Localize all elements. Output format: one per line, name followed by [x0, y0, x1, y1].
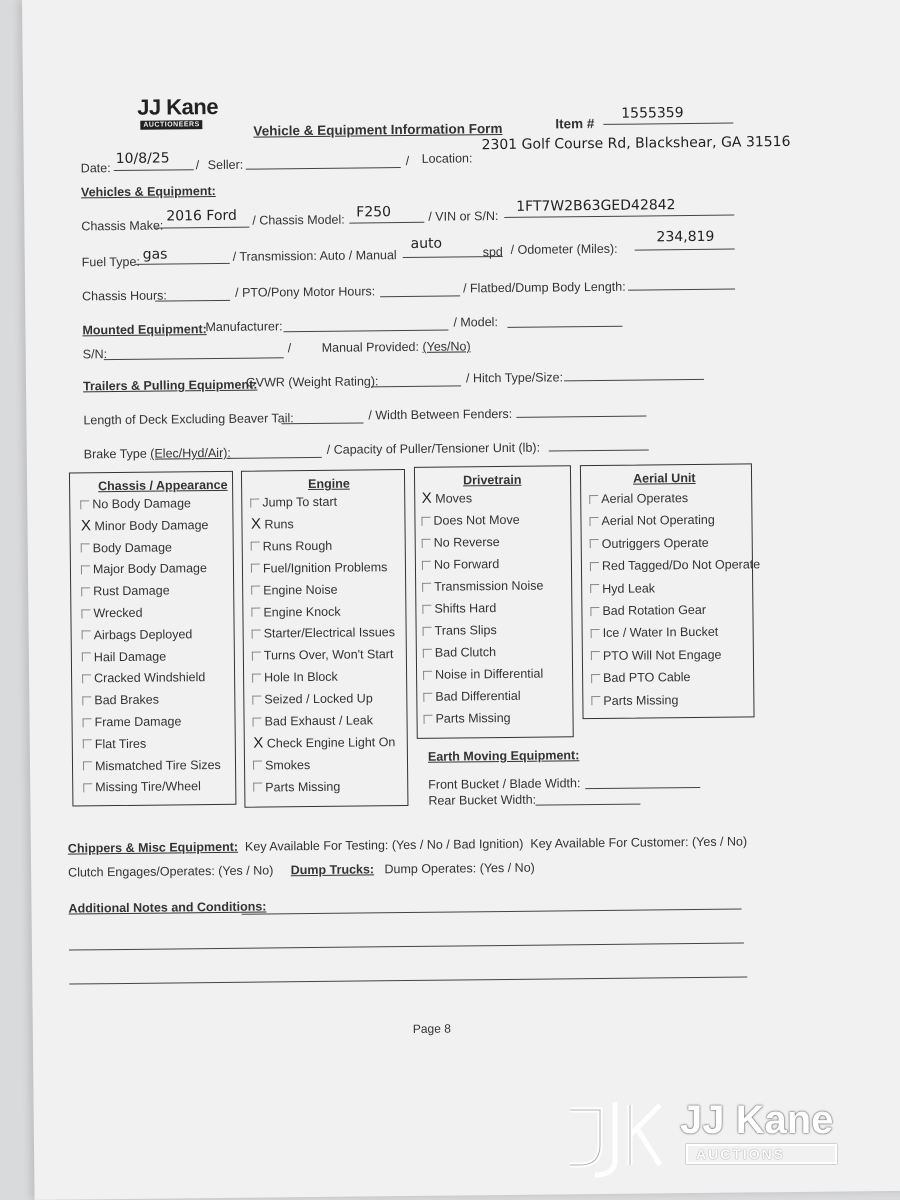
drivetrain-item[interactable] [423, 667, 543, 682]
chassis-item[interactable] [82, 627, 193, 642]
chassis-item[interactable] [80, 496, 191, 511]
engine-box-title: Engine [308, 476, 350, 492]
item-line [603, 123, 733, 125]
checkbox-icon[interactable] [82, 674, 91, 683]
aerial-item[interactable] [591, 693, 678, 708]
company-logo-name: JJ Kane [136, 93, 219, 120]
checkbox-icon[interactable] [251, 586, 260, 595]
transmission-suffix: spd [482, 244, 503, 260]
manual-provided-label: Manual Provided: [321, 339, 420, 355]
checkbox-icon[interactable] [81, 587, 90, 596]
item-label: No Body Damage [92, 496, 192, 512]
engine-item[interactable] [251, 539, 333, 554]
company-logo-tag: AUCTIONEERS [140, 120, 203, 130]
engine-item[interactable] [253, 758, 310, 773]
item-label: Item # [555, 116, 595, 132]
item-label: Red Tagged/Do Not Operate [601, 557, 761, 574]
checkbox-icon[interactable] [83, 718, 92, 727]
watermark-name: JJ Kane [680, 1098, 834, 1142]
date-label: Date: [80, 161, 111, 176]
checkbox-icon[interactable] [252, 651, 261, 660]
front-bucket-label: Front Bucket / Blade Width: [428, 776, 581, 792]
form-page: JJ Kane AUCTIONEERS Vehicle & Equipment Information Form Item # 1555359 Date: 10/8/25 / Seller: / Location: 2301 Golf Course Rd, Blackshear, GA 31516 Vehicles & Equipment: Chassis Make: 2016 Ford / Chassis Model: F250 / VIN or S/N: 1FT7W2B63GED42842 Fuel Type: gas / Transmission: Auto / Manual auto spd / Odometer (Miles): 234,819 Chassis Hours: / PTO/Pony Motor Hours: / Flatbed/Dump Body Length: Mounted Equipment: Manufacturer: / Model: S/N: / Manual Provided: (Yes/No) Trailers & Pulling Equipment: GVWR (Weight Rating): / Hitch Type/Size: Length of Deck Excluding Beaver Tail: / Width Between Fenders: Brake Type (Elec/Hyd/Air): / Capacity of Puller/Tensioner Unit (lb): Chassis / Appearance No Body Damage X Minor Body Damage Body Damage Major Body Damage Rust Damage Wrecked Airbags Deployed Hail Damage Cracked Windshield Bad Brakes Frame Damage Flat Tires Mismatched Tire Sizes Missing Tire/Wheel Engine Jump To start X Runs Runs Rough Fuel/Ignition Problems Engine Noise Engine Knock Starter/Electrical Issues Turns Over, Won't Start Hole In Block Seized / Locked Up Bad Exhaust / Leak X Check Engine Light On Smokes Parts Missing Drivetrain X Moves Does Not Move No Reverse No Forward Transmission Noise Shifts Hard Trans Slips Bad Clutch Noise in Differential Bad Differential Parts Missing Aerial Unit Aerial Operates Aerial Not Operating Outriggers Operate Red Tagged/Do Not Operate Hyd Leak Bad Rotation Gear Ice / Water In Bucket PTO Will Not Engage Bad PTO Cable Parts Missing Earth Moving Equipment: Front Bucket / Blade Width: Rear Bucket Width: Chippers & Misc Equipment: Key Available For Testing: (Yes / No / Bad Ignition) Key Available For Customer: (Yes / No) Clutch Engages/Operates: (Yes / No) Dump Trucks: Dump Operates: (Yes / No) Additional Notes and Conditions: Page 8 [22, 0, 900, 1200]
item-label: No Reverse [433, 535, 500, 550]
checkbox-icon[interactable] [82, 631, 91, 640]
item-label: Engine Noise [263, 582, 338, 598]
item-label: Hyd Leak [602, 580, 656, 596]
fender-width-label: Width Between Fenders: [375, 406, 513, 423]
chassis-appearance-box [69, 471, 236, 807]
checkbox-icon[interactable] [252, 629, 261, 638]
item-label: Runs Rough [262, 538, 333, 554]
item-label: Parts Missing [603, 692, 679, 708]
checkbox-icon[interactable] [421, 516, 430, 525]
item-label: Bad PTO Cable [603, 670, 691, 686]
checkbox-icon[interactable] [82, 652, 91, 661]
drivetrain-item[interactable] [421, 513, 519, 528]
drivetrain-item[interactable] [423, 645, 496, 660]
item-label: Smokes [264, 757, 311, 773]
item-label: Minor Body Damage [94, 517, 209, 534]
item-label: Hail Damage [93, 649, 167, 664]
checked-checkbox-icon[interactable]: X [250, 515, 262, 533]
item-label: Major Body Damage [92, 561, 207, 577]
checkbox-icon[interactable] [422, 560, 431, 569]
aerial-item[interactable] [591, 625, 719, 640]
page-number: Page 8 [412, 1021, 451, 1036]
trailers-heading: Trailers & Pulling Equipment: [82, 377, 258, 394]
flatbed-length-label: Flatbed/Dump Body Length: [469, 279, 626, 296]
pto-hours-label: PTO/Pony Motor Hours: [241, 284, 376, 300]
checkbox-icon[interactable] [423, 626, 432, 635]
date-value[interactable]: 10/8/25 [115, 150, 170, 168]
item-label: Jump To start [262, 494, 338, 510]
chassis-hours-label: Chassis Hours: [82, 288, 167, 304]
chassis-box-title: Chassis / Appearance [98, 477, 228, 494]
checkbox-icon[interactable] [83, 761, 92, 770]
engine-item[interactable] [253, 735, 396, 750]
item-label: Cracked Windshield [94, 670, 206, 686]
date-line [114, 169, 194, 171]
item-label: Airbags Deployed [93, 627, 193, 643]
chassis-item[interactable] [81, 606, 142, 621]
checkbox-icon[interactable] [422, 538, 431, 547]
item-label: No Forward [433, 557, 500, 572]
checkbox-icon[interactable] [590, 584, 599, 593]
sn-label: S/N: [82, 347, 108, 362]
aerial-unit-box [580, 463, 761, 719]
drivetrain-item[interactable] [423, 689, 520, 704]
item-label: Aerial Operates [601, 491, 689, 506]
chassis-item[interactable] [80, 518, 208, 533]
engine-item[interactable] [250, 517, 293, 531]
engine-item[interactable] [252, 713, 373, 728]
drivetrain-item[interactable] [422, 557, 499, 572]
aerial-item[interactable] [590, 603, 706, 618]
chassis-make-label: Chassis Make: [81, 218, 164, 234]
item-label: Flat Tires [94, 736, 147, 752]
dump-operates-label[interactable]: Dump Operates: (Yes / No) [384, 860, 535, 877]
item-label: Engine Knock [263, 604, 341, 620]
checkbox-icon[interactable] [422, 604, 431, 613]
manufacturer-label: Manufacturer: [205, 319, 283, 335]
seller-label: Seller: [207, 157, 244, 173]
checkbox-icon[interactable] [82, 696, 91, 705]
engine-box [241, 469, 409, 808]
chassis-item[interactable] [83, 737, 147, 752]
item-label: Bad Brakes [94, 692, 160, 708]
chassis-item[interactable] [83, 758, 221, 773]
item-label: Hole In Block [264, 669, 338, 685]
aerial-item[interactable] [589, 491, 688, 506]
chassis-item[interactable] [81, 561, 207, 576]
odometer-value[interactable]: 234,819 [656, 228, 715, 246]
rear-bucket-label: Rear Bucket Width: [428, 792, 537, 808]
drivetrain-item[interactable] [422, 601, 496, 616]
checkbox-icon[interactable] [591, 696, 600, 705]
checked-checkbox-icon[interactable]: X [80, 517, 92, 535]
gvwr-label: GVWR (Weight Rating): [245, 374, 379, 390]
checked-checkbox-icon[interactable]: X [421, 489, 432, 507]
checkbox-icon[interactable] [251, 542, 260, 551]
puller-capacity-label: Capacity of Puller/Tensioner Unit (lb): [333, 440, 541, 457]
checkbox-icon[interactable] [591, 674, 600, 683]
checkbox-icon[interactable] [252, 695, 261, 704]
engine-item[interactable] [253, 779, 340, 794]
item-label: Body Damage [92, 540, 173, 555]
item-label: Fuel/Ignition Problems [262, 559, 388, 576]
item-label: PTO Will Not Engage [602, 647, 722, 663]
fuel-type-label: Fuel Type: [81, 254, 140, 270]
aerial-item[interactable] [590, 557, 760, 573]
chassis-item[interactable] [82, 649, 166, 664]
manual-provided-options[interactable]: (Yes/No) [422, 339, 471, 354]
key-testing-label[interactable]: Key Available For Testing: (Yes / No / Bad Ignition) [244, 836, 524, 854]
transmission-label: Transmission: Auto / Manual [239, 248, 397, 264]
item-label: Seized / Locked Up [264, 691, 373, 707]
item-label: Parts Missing [435, 710, 511, 726]
chassis-item[interactable] [81, 540, 172, 555]
model-label: Model: [460, 315, 498, 330]
engine-item[interactable] [252, 691, 373, 706]
key-customer-label[interactable]: Key Available For Customer: (Yes / No) [530, 834, 748, 851]
location-value[interactable]: 2301 Golf Course Rd, Blackshear, GA 31516 [481, 133, 791, 154]
engine-item[interactable] [252, 626, 395, 641]
item-label: Bad Differential [435, 688, 521, 704]
checkbox-icon[interactable] [423, 648, 432, 657]
checkbox-icon[interactable] [590, 539, 599, 548]
drivetrain-item[interactable] [422, 535, 500, 550]
vin-value[interactable]: 1FT7W2B63GED42842 [516, 197, 676, 215]
engine-item[interactable] [251, 582, 338, 597]
chassis-item[interactable] [81, 584, 170, 599]
item-label: Missing Tire/Wheel [95, 779, 201, 795]
item-label: Parts Missing [265, 779, 341, 795]
item-label: Mismatched Tire Sizes [94, 757, 221, 773]
earth-moving-heading: Earth Moving Equipment: [427, 748, 580, 764]
brake-type-label: Brake Type [83, 446, 147, 462]
checkbox-icon[interactable] [589, 517, 598, 526]
engine-item[interactable] [252, 670, 338, 685]
chassis-item[interactable] [82, 714, 181, 729]
item-label: Aerial Not Operating [601, 513, 715, 529]
item-label: Wrecked [93, 605, 143, 621]
checkbox-icon[interactable] [424, 714, 433, 723]
checkbox-icon[interactable] [80, 500, 89, 509]
brake-type-options: (Elec/Hyd/Air): [150, 445, 231, 461]
notes-line-3[interactable] [69, 976, 747, 984]
checked-checkbox-icon[interactable]: X [253, 734, 264, 752]
deck-length-label: Length of Deck Excluding Beaver Tail: [83, 411, 294, 428]
seller-line[interactable] [246, 167, 401, 170]
mounted-heading: Mounted Equipment: [82, 322, 207, 338]
chassis-make-value[interactable]: 2016 Ford [166, 207, 237, 225]
aerial-item[interactable] [590, 536, 709, 551]
item-label: Noise in Differential [435, 666, 544, 682]
drivetrain-item[interactable] [422, 579, 543, 594]
chassis-model-label: Chassis Model: [259, 212, 345, 228]
checkbox-icon[interactable] [589, 494, 598, 503]
checkbox-icon[interactable] [83, 740, 92, 749]
item-label: Shifts Hard [434, 601, 497, 616]
checkbox-icon[interactable] [250, 498, 259, 507]
checkbox-icon[interactable] [81, 609, 90, 618]
item-label: Check Engine Light On [266, 735, 396, 751]
item-label: Bad Rotation Gear [602, 602, 707, 618]
odometer-label: Odometer (Miles): [517, 241, 618, 257]
item-value[interactable]: 1555359 [621, 105, 684, 122]
notes-heading: Additional Notes and Conditions: [68, 899, 267, 916]
vehicles-heading: Vehicles & Equipment: [80, 183, 216, 200]
item-label: Transmission Noise [434, 578, 544, 594]
drivetrain-item[interactable] [423, 623, 497, 638]
engine-item[interactable] [252, 647, 394, 662]
form-title: Vehicle & Equipment Information Form [253, 120, 503, 139]
notes-line-1[interactable] [242, 909, 742, 915]
checkbox-icon[interactable] [252, 673, 261, 682]
checkbox-icon[interactable] [423, 670, 432, 679]
aerial-box-title: Aerial Unit [632, 470, 696, 486]
checkbox-icon[interactable] [590, 562, 599, 571]
aerial-item[interactable] [591, 670, 690, 685]
drivetrain-item[interactable] [423, 711, 510, 726]
drivetrain-box [414, 465, 574, 739]
checkbox-icon[interactable] [81, 565, 90, 574]
checkbox-icon[interactable] [251, 564, 260, 573]
item-label: Does Not Move [433, 512, 520, 528]
drivetrain-box-title: Drivetrain [462, 472, 522, 488]
checkbox-icon[interactable] [253, 761, 262, 770]
checkbox-icon[interactable] [423, 692, 432, 701]
vin-label: VIN or S/N: [435, 209, 499, 224]
chassis-item[interactable] [82, 671, 205, 686]
notes-line-2[interactable] [69, 942, 744, 950]
item-label: Outriggers Operate [601, 535, 709, 551]
item-label: Trans Slips [434, 623, 497, 638]
item-label: Starter/Electrical Issues [263, 625, 396, 641]
item-label: Runs [264, 517, 294, 532]
item-label: Bad Exhaust / Leak [264, 713, 374, 729]
transmission-value[interactable]: auto [410, 235, 443, 252]
checkbox-icon[interactable] [81, 543, 90, 552]
checkbox-icon[interactable] [253, 783, 262, 792]
checkbox-icon[interactable] [591, 651, 600, 660]
fuel-type-value[interactable]: gas [142, 246, 168, 263]
checkbox-icon[interactable] [253, 717, 262, 726]
drivetrain-item[interactable] [421, 491, 472, 506]
chassis-model-value[interactable]: F250 [356, 204, 392, 221]
item-label: Moves [435, 491, 473, 506]
clutch-label[interactable]: Clutch Engages/Operates: (Yes / No) [68, 863, 274, 880]
engine-item[interactable] [250, 495, 337, 510]
engine-item[interactable] [251, 560, 388, 575]
item-label: Bad Clutch [434, 645, 497, 660]
dump-trucks-heading: Dump Trucks: [290, 862, 375, 878]
checkbox-icon[interactable] [83, 783, 92, 792]
location-label: Location: [421, 151, 473, 166]
checkbox-icon[interactable] [591, 629, 600, 638]
item-label: Frame Damage [94, 714, 182, 730]
chippers-heading: Chippers & Misc Equipment: [67, 839, 239, 856]
chassis-item[interactable] [83, 780, 201, 795]
engine-item[interactable] [251, 604, 340, 619]
item-label: Turns Over, Won't Start [263, 647, 394, 663]
hitch-label: Hitch Type/Size: [472, 370, 564, 386]
checkbox-icon[interactable] [590, 606, 599, 615]
aerial-item[interactable] [590, 581, 655, 596]
item-label: Rust Damage [93, 583, 170, 599]
checkbox-icon[interactable] [422, 582, 431, 591]
checkbox-icon[interactable] [251, 608, 260, 617]
watermark-sub: AUCTIONS [686, 1144, 837, 1164]
aerial-item[interactable] [589, 513, 714, 528]
item-label: Ice / Water In Bucket [602, 625, 719, 641]
aerial-item[interactable] [591, 648, 722, 663]
chassis-item[interactable] [82, 693, 159, 708]
